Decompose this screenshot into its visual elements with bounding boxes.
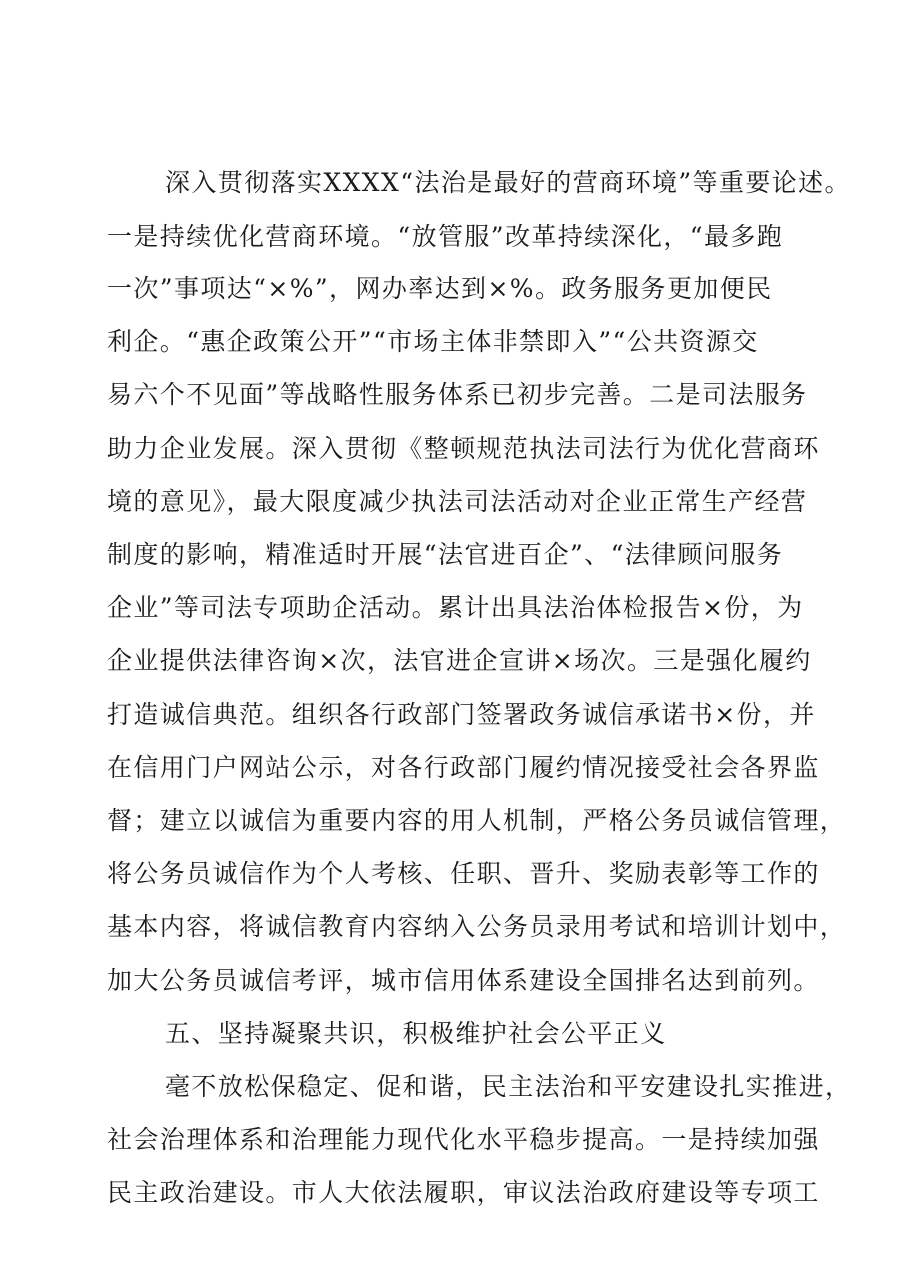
paragraph-line: 加大公务员诚信考评，城市信用体系建设全国排名达到前列。 xyxy=(107,966,820,995)
paragraph-line: 在信用门户网站公示，对各行政部门履约情况接受社会各界监 xyxy=(107,753,820,782)
paragraph-line: 制度的影响，精准适时开展“法官进百企”、“法律顾问服务 xyxy=(107,540,784,569)
section-heading: 五、坚持凝聚共识，积极维护社会公平正义 xyxy=(165,1019,667,1048)
paragraph-line: 社会治理体系和治理能力现代化水平稳步提高。一是持续加强 xyxy=(107,1125,820,1154)
paragraph-line: 利企。“惠企政策公开”“市场主体非禁即入”“公共资源交 xyxy=(107,327,759,356)
paragraph-line: 毫不放松保稳定、促和谐，民主法治和平安建设扎实推进， xyxy=(165,1072,852,1101)
paragraph-line: 一是持续优化营商环境。“放管服”改革持续深化，“最多跑 xyxy=(107,222,784,251)
paragraph-line: 基本内容，将诚信教育内容纳入公务员录用考试和培训计划中， xyxy=(107,912,847,941)
paragraph-line: 一次”事项达“×%”，网办率达到×%。政务服务更加便民 xyxy=(107,274,773,303)
paragraph-line: 督；建立以诚信为重要内容的用人机制，严格公务员诚信管理， xyxy=(107,806,847,835)
paragraph-line: 助力企业发展。深入贯彻《整顿规范执法司法行为优化营商环 xyxy=(107,434,820,463)
paragraph-line: 企业提供法律咨询×次，法官进企宣讲×场次。三是强化履约 xyxy=(107,646,812,675)
paragraph-line: 易六个不见面”等战略性服务体系已初步完善。二是司法服务 xyxy=(107,380,808,409)
paragraph-line: 深入贯彻落实XXXX“法治是最好的营商环境”等重要论述。 xyxy=(165,168,851,197)
paragraph-line: 境的意见》，最大限度减少执法司法活动对企业正常生产经营 xyxy=(107,487,808,516)
paragraph-line: 将公务员诚信作为个人考核、任职、晋升、奖励表彰等工作的 xyxy=(107,859,820,888)
paragraph-line: 企业”等司法专项助企活动。累计出具法治体检报告×份，为 xyxy=(107,593,804,622)
paragraph-line: 民主政治建设。市人大依法履职，审议法治政府建设等专项工 xyxy=(107,1178,820,1207)
paragraph-line: 打造诚信典范。组织各行政部门签署政务诚信承诺书×份，并 xyxy=(107,700,816,729)
